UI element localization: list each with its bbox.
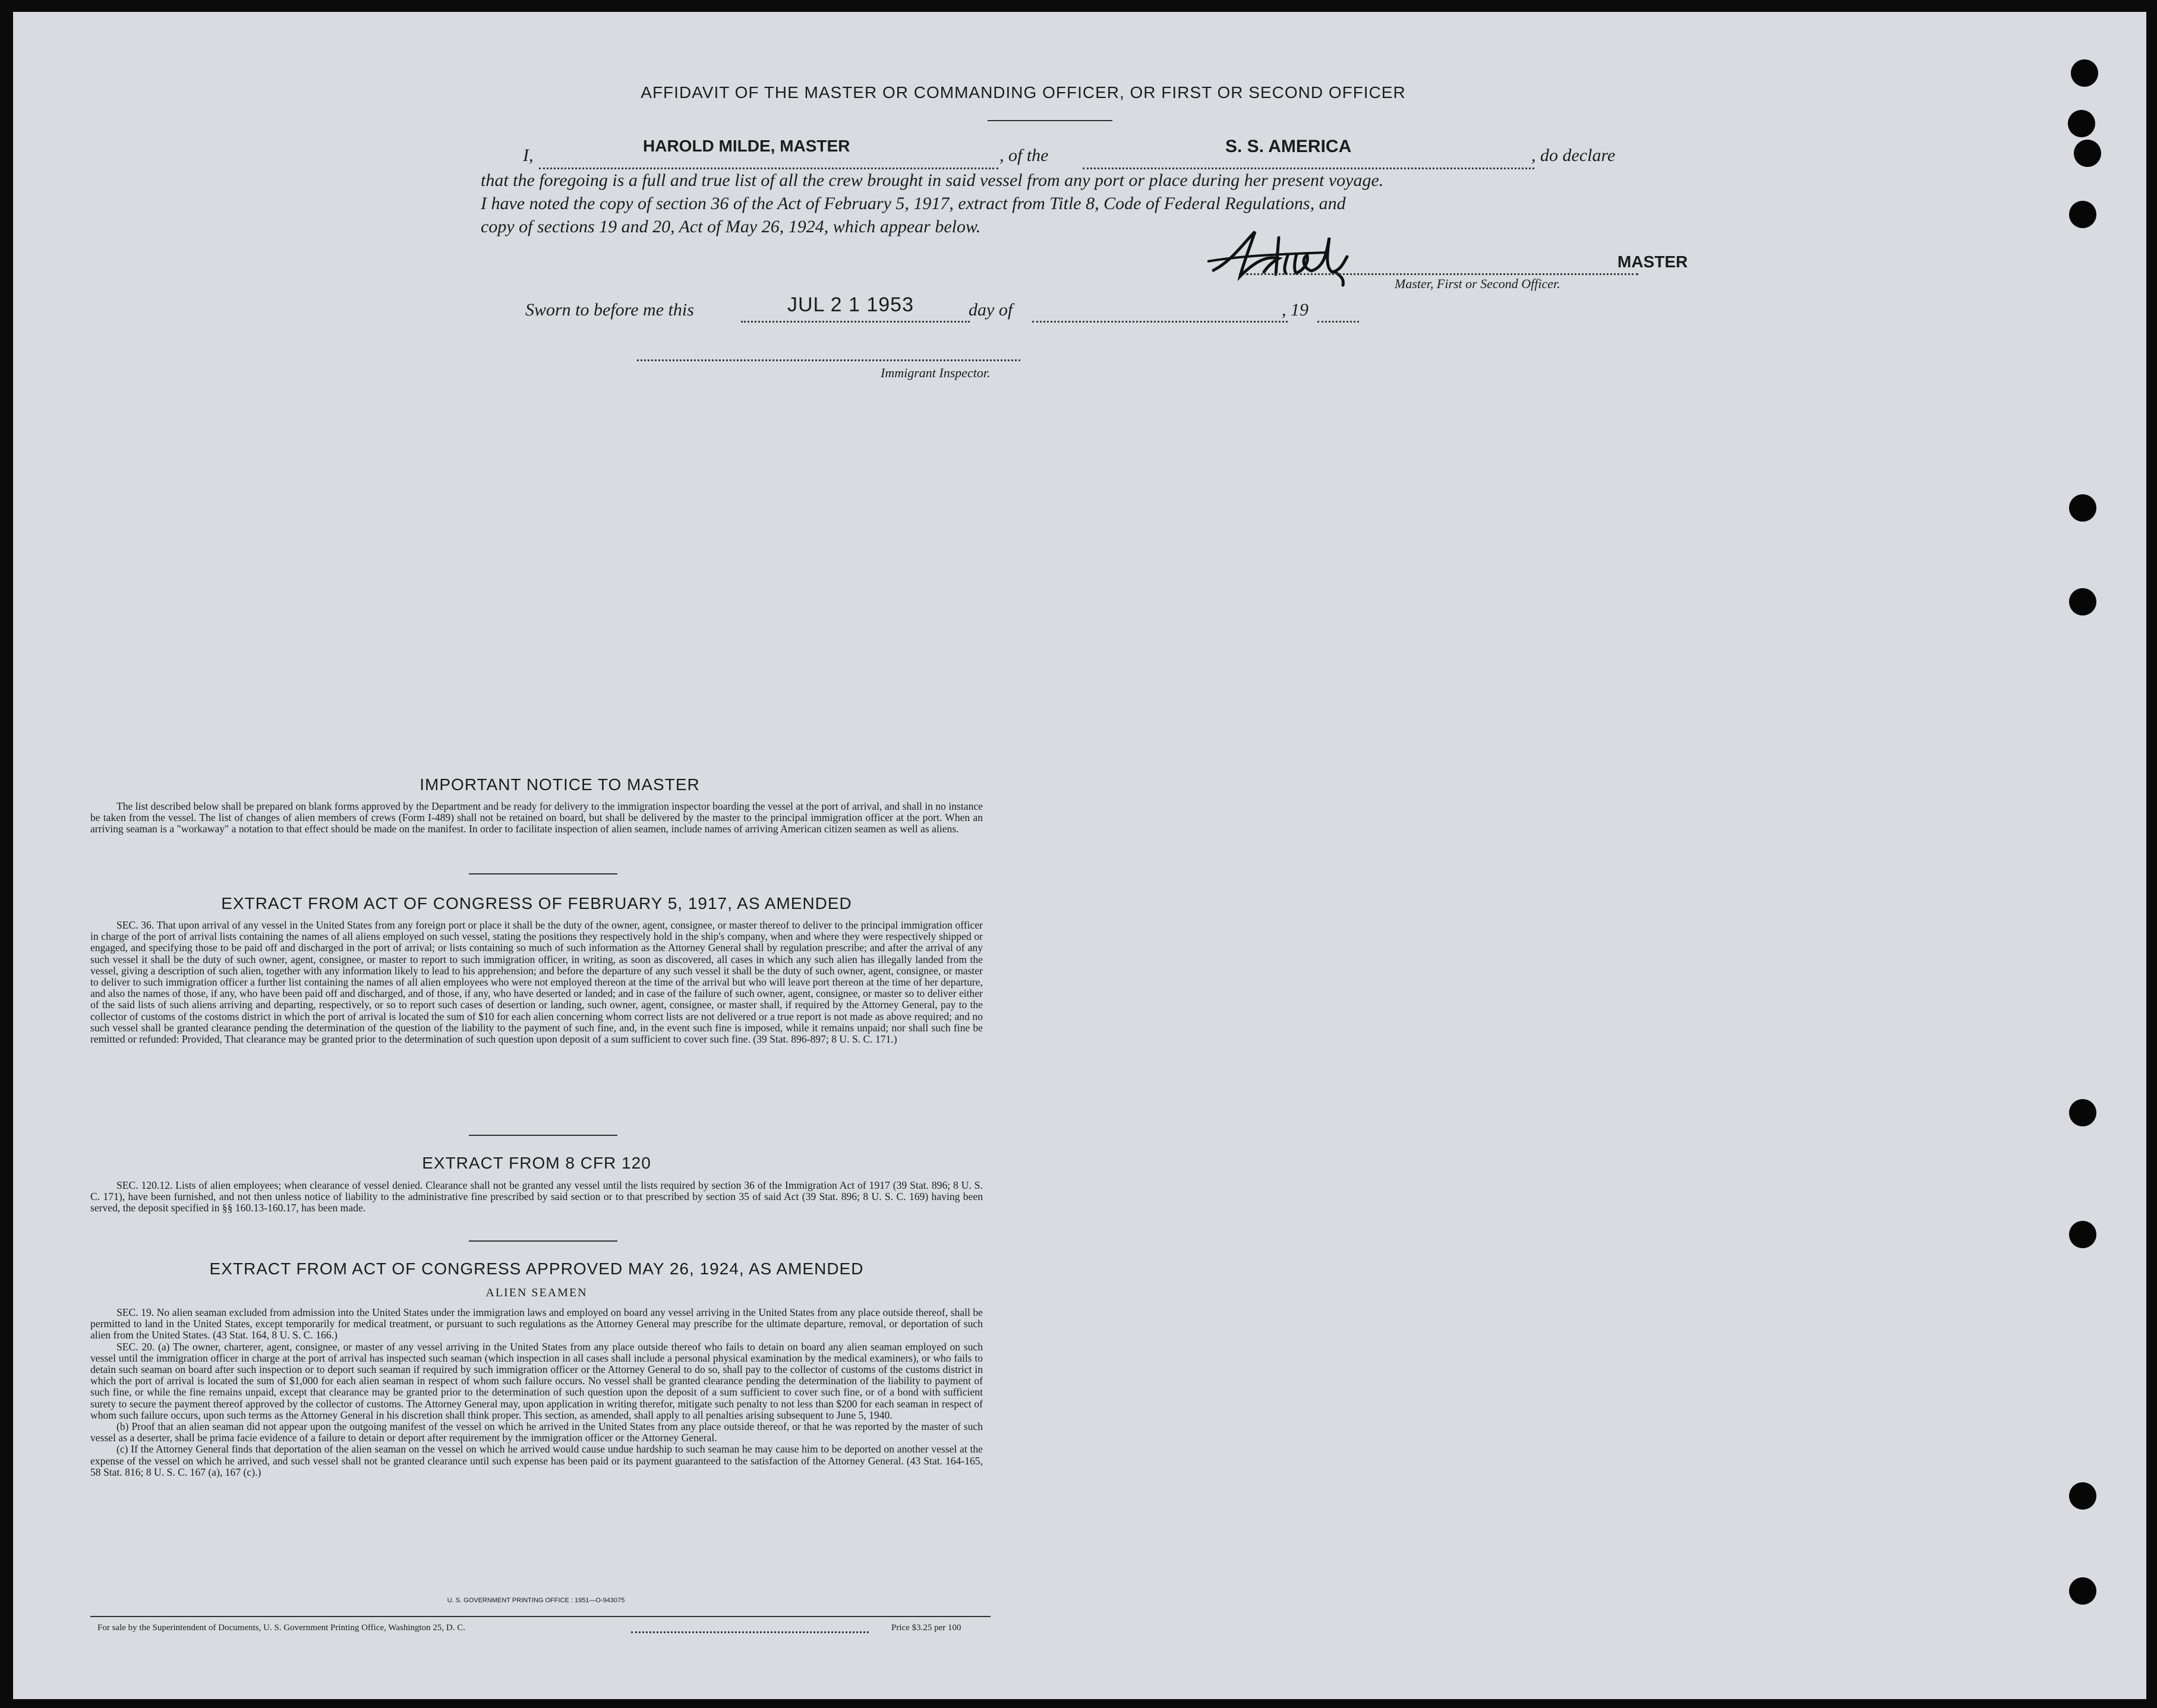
day-of-label: day of [969, 300, 1013, 320]
affidavit-title: AFFIDAVIT OF THE MASTER OR COMMANDING OFFICER, OR FIRST OR SECOND OFFICER [641, 83, 1406, 102]
section-rule [469, 1135, 617, 1136]
sworn-label: Sworn to before me this [525, 300, 694, 320]
section-rule [469, 1240, 617, 1242]
punch-hole [2074, 140, 2101, 167]
month-line [1032, 321, 1288, 323]
footer-leader [631, 1631, 869, 1633]
vessel-name-line [1083, 168, 1534, 169]
sec-20b-paragraph: (b) Proof that an alien seaman did not appear upon the outgoing manifest of the vessel on which he arrived in the United States from any place outside thereof, or that he was reported by the master of such vessel as a deserter, shall be prima facie evidence of a failure to detain or deport after requirement by the immigration officer or the Attorney General. [90, 1420, 983, 1444]
punch-hole [2069, 201, 2096, 228]
title-rule [988, 120, 1112, 121]
affidavit-body-line-1: that the foregoing is a full and true list of all the crew brought in said vessel from any port or place during her present voyage. [481, 171, 1384, 190]
sworn-date-line [741, 321, 970, 323]
affidavit-body-line-2: I have noted the copy of section 36 of the Act of February 5, 1917, extract from Title 8, Code of Federal Regulations, and [481, 194, 1346, 213]
year-line [1317, 321, 1359, 323]
affidavit-body-line-3: copy of sections 19 and 20, Act of May 26, 1924, which appear below. [481, 217, 981, 236]
notice-text [90, 801, 983, 835]
extract-1924-text [90, 1307, 983, 1478]
alien-seamen-subheading: ALIEN SEAMEN [485, 1286, 588, 1299]
sec-36-paragraph: SEC. 36. That upon arrival of any vessel in the United States from any foreign port or place it shall be the duty of the owner, agent, consignee, or master thereof to deliver to the principal immigration officer in charge of the port of arrival lists containing the names of all aliens employed on such vessel, stating the positions they respectively hold in the ship's company, when and where they were respectively shipped or engaged, and specifying those to be paid off and discharged in the port of arrival; or lists containing so much of such information as the Attorney General shall by regulation prescribe; and after the arrival of any such vessel it shall be the duty of such owner, agent, consignee, or master to report to such immigration officer, in writing, as soon as discovered, all cases in which any such alien has illegally landed from the vessel, giving a description of such alien, together with any information likely to lead to his apprehension; and before the departure of any such vessel it shall be the duty of such owner, agent, consignee, or master to deliver to such immigration officer a further list containing the names of all alien employees who were not employed thereon at the time of the arrival but who will leave port thereon at the time of her departure, and also the names of those, if any, who have been paid off and discharged, and of those, if any, who have deserted or landed; and in case of the failure of such owner, agent, consignee, or master so to deliver either of the said lists of such aliens arriving and departing, respectively, or so to report such cases of desertion or landing, such owner, agent, consignee, or master shall, if required by the Attorney General, pay to the collector of customs of the costoms district in which the port of arrival is located the sum of $10 for each alien concerning whom correct lists are not delivered or a true report is not made as above required; and no such vessel shall be granted clearance pending the determination of the question of the liability to the payment of such fine, and, in the event such fine is imposed, while it remains unpaid; nor shall such fine be remitted or refunded: Provided, That clearance may be granted prior to the determination of such question upon deposit of a sum sufficient to cover such fine. (39 Stat. 896-897; 8 U. S. C. 171.) [90, 919, 983, 1046]
inspector-caption: Immigrant Inspector. [881, 365, 991, 380]
punch-hole [2069, 1482, 2096, 1510]
form-page [13, 12, 2146, 1699]
extract-1924-heading: EXTRACT FROM ACT OF CONGRESS APPROVED MAY 26, 1924, AS AMENDED [209, 1259, 864, 1278]
punch-hole [2069, 1099, 2096, 1126]
inspector-signature-line [637, 359, 1020, 361]
price-note: Price $3.25 per 100 [891, 1623, 961, 1633]
do-declare-label: , do declare [1531, 146, 1616, 165]
sec-20c-paragraph: (c) If the Attorney General finds that deportation of the alien seaman on the vessel on which he arrived would cause undue hardship to such seaman he may cause him to be deported on another vessel at the expense of the vessel on which he arrived, and such vessel shall not be granted clearance until such expense has been paid or its payment guaranteed to the satisfaction of the Attorney General. (43 Stat. 164-165, 58 Stat. 816; 8 U. S. C. 167 (a), 167 (c).) [90, 1443, 983, 1478]
punch-hole [2069, 588, 2096, 615]
punch-hole [2069, 1577, 2096, 1605]
footer-rule [90, 1616, 991, 1617]
sec-20a-paragraph: SEC. 20. (a) The owner, charterer, agent, consignee, or master of any vessel arriving in the United States from any place outside thereof who fails to detain on board any alien seaman employed on such vessel until the immigration officer in charge at the port of arrival has inspected such seaman (which inspection in all cases shall include a personal physical examination by the medical examiners), or who fails to detain such seaman on board after such inspection or to deport such seaman if required by such immigration officer or the Attorney General to do so, shall pay to the collector of customs of the customs district in which the port of arrival is located the sum of $1,000 for each alien seaman in respect of whom such failure occurs. No vessel shall be granted clearance pending the determination of the liability to payment of such fine, or while the fine remains unpaid, except that clearance may be granted prior to the determination of such question upon the deposit of a sum sufficient to cover such fine, or of a bond with sufficient surety to secure the payment thereof approved by the collector of customs. The Attorney General may, upon application in writing therefor, mitigate such penalty to not less than $200 for each seaman in respect of whom such failure occurs, upon such terms as the Attorney General in his discretion shall think proper. This section, as amended, shall apply to all penalties arising subsequent to June 5, 1940. [90, 1340, 983, 1421]
signature-line [1246, 273, 1638, 275]
punch-hole [2069, 494, 2096, 522]
affidavit-i-label: I, [523, 146, 534, 165]
sworn-date-stamp: JUL 2 1 1953 [787, 293, 914, 316]
extract-1917-heading: EXTRACT FROM ACT OF CONGRESS OF FEBRUARY 5, 1917, AS AMENDED [221, 894, 852, 913]
punch-hole [2068, 110, 2095, 137]
master-name-line [539, 168, 998, 169]
sec-19-paragraph: SEC. 19. No alien seaman excluded from admission into the United States under the immigration laws and employed on board any vessel arriving in the United States from any place outside thereof, shall be permitted to land in the United States, except temporarily for medical treatment, or pursuant to such regulations as the Attorney General may prescribe for the ultimate departure, removal, or deportation of such alien from the United States. (43 Stat. 164, 8 U. S. C. 166.) [90, 1306, 983, 1341]
extract-cfr-heading: EXTRACT FROM 8 CFR 120 [422, 1154, 651, 1172]
extract-cfr-text [90, 1180, 983, 1214]
vessel-name-field: S. S. AMERICA [1225, 137, 1352, 156]
signature-title: MASTER [1617, 252, 1688, 271]
notice-paragraph: The list described below shall be prepared on blank forms approved by the Department and be ready for delivery to the immigration inspector boarding the vessel at the port of arrival, and shall in no instance be taken from the vessel. The list of changes of alien members of crews (Form I-489) shall not be retained on board, but shall be delivered by the master to the principal immigration officer at the port. When an arriving seaman is a "workaway" a notation to that effect should be made on the manifest. In order to facilitate inspection of alien seamen, include names of arriving American citizen seamen as well as aliens. [90, 800, 983, 835]
notice-heading: IMPORTANT NOTICE TO MASTER [420, 775, 700, 794]
extract-1917-text [90, 920, 983, 1045]
year-prefix-label: , 19 [1282, 300, 1308, 320]
signature-caption: Master, First or Second Officer. [1395, 276, 1560, 291]
section-rule [469, 873, 617, 874]
punch-hole [2069, 1221, 2096, 1248]
for-sale-note: For sale by the Superintendent of Documents, U. S. Government Printing Office, Washington 25, D. C. [97, 1623, 465, 1633]
of-the-label: , of the [999, 146, 1049, 165]
master-name-field: HAROLD MILDE, MASTER [643, 137, 850, 155]
signature-image [1207, 220, 1398, 291]
sec-120-paragraph: SEC. 120.12. Lists of alien employees; when clearance of vessel denied. Clearance shall not be granted any vessel until the lists required by section 36 of the Immigration Act of 1917 (39 Stat. 896; 8 U. S. C. 171), have been furnished, and not then unless notice of liability to the administrative fine prescribed by said section or to that prescribed by section 35 of said Act (39 Stat. 896; 8 U. S. C. 169) having been served, the deposit specified in §§ 160.13-160.17, has been made. [90, 1179, 983, 1214]
punch-hole [2071, 59, 2098, 87]
gpo-imprint: U. S. GOVERNMENT PRINTING OFFICE : 1951—O-943075 [447, 1597, 625, 1604]
